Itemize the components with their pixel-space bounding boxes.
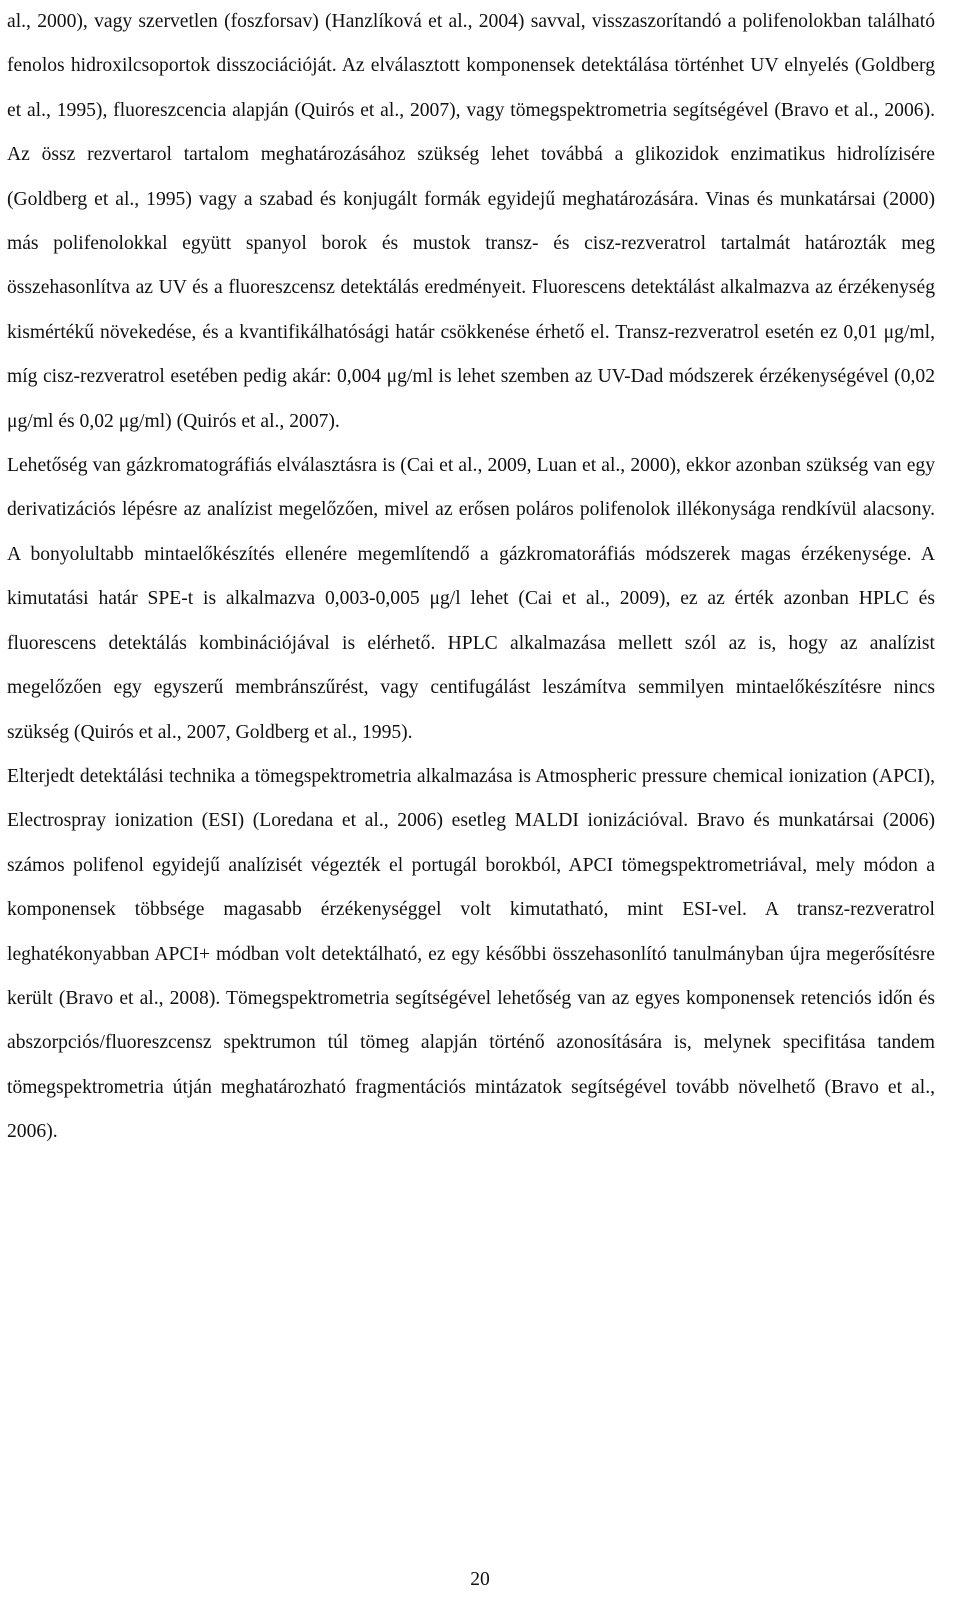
paragraph-3: Elterjedt detektálási technika a tömegspektrometria alkalmazása is Atmospheric pressure chemical ionization (APCI), Electrospray ionization (ESI) (Loredana et al., 2006) esetleg MALDI ionizációval. Bravo és munkatársai (2006) számos polifenol egyidejű analízisét végezték el portugál borokból, APCI tömegspektrometriával, mely módon a komponensek többsége magasabb érzékenységgel volt kimutatható, mint ESI-vel. A transz-rezveratrol leghatékonyabban APCI+ módban volt detektálható, ez egy későbbi összehasonlító tanulmányban újra megerősítésre került (Bravo et al., 2008). Tömegspektrometria segítségével lehetőség van az egyes komponensek retenciós időn és abszorpciós/fluoreszcensz spektrumon túl tömeg alapján történő azonosítására is, melynek specifitása tandem tömegspektrometria útján meghatározható fragmentációs mintázatok segítségével tovább növelhető (Bravo et al., 2006).: [7, 765, 935, 1143]
paragraph-1: al., 2000), vagy szervetlen (foszforsav) (Hanzlíková et al., 2004) savval, visszaszorítandó a polifenolokban található fenolos hidroxilcsoportok disszociációját. Az elválasztott komponensek detektálása történhet UV elnyelés (Goldberg et al., 1995), fluoreszcencia alapján (Quirós et al., 2007), vagy tömegspektrometria segítségével (Bravo et al., 2006). Az össz rezvertarol tartalom meghatározásához szükség lehet továbbá a glikozidok enzimatikus hidrolízisére (Goldberg et al., 1995) vagy a szabad és konjugált formák egyidejű meghatározására. Vinas és munkatársai (2000) más polifenolokkal együtt spanyol borok és mustok transz- és cisz-rezveratrol tartalmát határozták meg összehasonlítva az UV és a fluoreszcensz detektálás eredményeit. Fluorescens detektálást alkalmazva az érzékenység kismértékű növekedése, és a kvantifikálhatósági határ csökkenése érhető el. Transz-rezveratrol esetén ez 0,01 μg/ml, míg cisz-rezveratrol esetében pedig akár: 0,004 μg/ml is lehet szemben az UV-Dad módszerek érzékenységével (0,02 μg/ml és 0,02 μg/ml) (Quirós et al., 2007).: [7, 11, 935, 432]
body-text: [7, 0, 935, 1155]
paragraph-2: Lehetőség van gázkromatográfiás elválasztásra is (Cai et al., 2009, Luan et al., 2000), ekkor azonban szükség van egy derivatizációs lépésre az analízist megelőzően, mivel az erősen poláros polifenolok illékonysága rendkívül alacsony. A bonyolultabb mintaelőkészítés ellenére megemlítendő a gázkromatoráfiás módszerek magas érzékenysége. A kimutatási határ SPE-t is alkalmazva 0,003-0,005 μg/l lehet (Cai et al., 2009), ez az érték azonban HPLC és fluorescens detektálás kombinációjával is elérhető. HPLC alkalmazása mellett szól az is, hogy az analízist megelőzően egy egyszerű membránszűrést, vagy centifugálást leszámítva semmilyen mintaelőkészítésre nincs szükség (Quirós et al., 2007, Goldberg et al., 1995).: [7, 455, 935, 743]
page-number: 20: [470, 1569, 490, 1590]
